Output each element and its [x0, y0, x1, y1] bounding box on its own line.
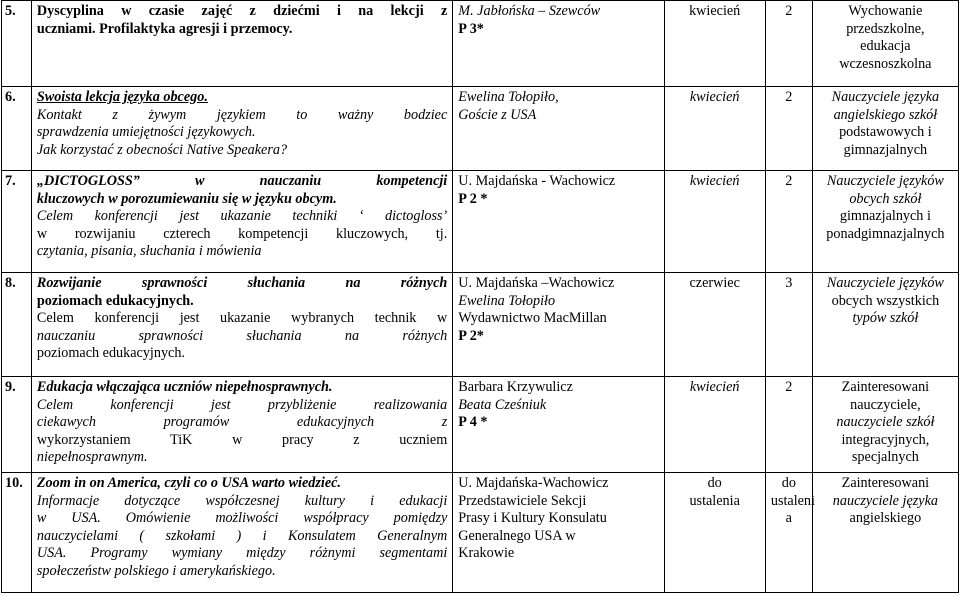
hours-cell: 2 [765, 377, 812, 473]
audience-line: Nauczyciele języka [831, 89, 940, 105]
conference-title: „DICTOGLOSS” w nauczaniu kompetencji [36, 173, 448, 189]
audience-line: nauczyciele szkół [836, 414, 935, 431]
conference-description: w USA. Omówienie możliwości współpracy pomiędzy [36, 510, 448, 527]
table-row [2, 273, 959, 377]
hours-cell: 2 [765, 1, 812, 87]
conference-title: Edukacja włączająca uczniów niepełnosprawnych. [36, 379, 333, 395]
hours-line: do [781, 475, 796, 491]
audience-line: Wychowanie [848, 3, 923, 19]
conference-description: USA. Programy wymiany między różnymi segmentami [36, 545, 448, 562]
row-number: 7. [2, 171, 32, 273]
audience-cell [812, 87, 958, 171]
conference-title: kluczowych w porozumiewaniu się w języku obcym. [36, 190, 337, 207]
venue-code: P 4 * [458, 414, 488, 431]
conference-description: ciekawych programów edukacyjnych z [36, 414, 448, 431]
conference-description: Celem konferencji jest przybliżenie realizowania [36, 396, 448, 413]
row-number: 5. [2, 1, 32, 87]
table-row [2, 87, 959, 171]
audience-cell [812, 473, 958, 593]
audience-line: gimnazjalnych i [839, 208, 931, 225]
audience-line: Zainteresowani [841, 379, 930, 395]
presenter: U. Majdańska - Wachowicz [458, 173, 616, 189]
presenter-cell [453, 171, 664, 273]
conference-description: Celem konferencji jest ukazanie wybranych technik w [36, 310, 448, 327]
presenter: Przedstawiciele Sekcji [458, 492, 587, 509]
row-number: 6. [2, 87, 32, 171]
audience-line: ponadgimnazjalnych [826, 225, 945, 242]
conference-description: nauczaniu sprawności słuchania na różnych [36, 327, 448, 344]
month-cell [664, 473, 765, 593]
conference-description: Jak korzystać z obecności Native Speakera? [36, 141, 288, 158]
presenter: U. Majdańska –Wachowicz [458, 275, 615, 291]
presenter: U. Majdańska-Wachowicz [458, 475, 609, 491]
presenter: Wydawnictwo MacMillan [458, 310, 607, 327]
presenter: M. Jabłońska – Szewców [458, 3, 601, 19]
venue-code: P 2* [458, 327, 484, 344]
audience-line: angielskiego szkół [833, 106, 938, 123]
venue-code: P 3* [458, 20, 484, 37]
conference-description: Informacje dotyczące współczesnej kultury i edukacji [36, 492, 448, 509]
audience-line: nauczyciele języka [832, 492, 938, 509]
presenter-cell [453, 473, 664, 593]
audience-cell [812, 171, 958, 273]
audience-line: podstawowych i [839, 124, 932, 141]
audience-line: przedszkolne, [846, 20, 925, 37]
conference-description: Celem konferencji jest ukazanie techniki ‘ dictogloss’ [36, 208, 448, 225]
audience-line: gimnazjalnych [843, 141, 928, 158]
presenter: Goście z USA [458, 106, 537, 123]
audience-line: edukacja [860, 38, 911, 55]
audience-cell [812, 377, 958, 473]
conference-description: nauczycielami ( szkołami ) i Konsulatem Generalnym [36, 527, 448, 544]
presenter: Generalnego USA w [458, 527, 576, 544]
conference-description: w rozwijaniu czterech kompetencji kluczowych, tj. [36, 225, 448, 242]
conference-description: Kontakt z żywym językiem to ważny bodziec [36, 106, 448, 123]
conference-description: poziomach edukacyjnych. [36, 345, 185, 362]
audience-line: wczesnoszkolna [839, 55, 932, 72]
audience-line: Nauczyciele języków [826, 173, 944, 189]
audience-cell [812, 273, 958, 377]
conference-title-cell [31, 377, 452, 473]
audience-line: angielskiego [849, 510, 922, 527]
table-row [2, 1, 959, 87]
row-number: 10. [2, 473, 32, 593]
audience-line: Nauczyciele języków [826, 275, 944, 291]
table-row [2, 377, 959, 473]
conference-title-cell [31, 273, 452, 377]
month-cell: kwiecień [664, 1, 765, 87]
presenter: Ewelina Tołopiło [458, 292, 556, 309]
audience-line: nauczyciele, [850, 396, 921, 413]
conference-schedule-table [1, 0, 959, 593]
month-line: do [707, 475, 722, 491]
hours-cell: 2 [765, 87, 812, 171]
audience-line: obcych szkół [849, 190, 922, 207]
row-number: 9. [2, 377, 32, 473]
table-row [2, 473, 959, 593]
conference-title: Rozwijanie sprawności słuchania na różnych [36, 275, 448, 291]
audience-line: specjalnych [851, 449, 919, 466]
hours-cell: 2 [765, 171, 812, 273]
conference-description: czytania, pisania, słuchania i mówienia [36, 243, 262, 260]
conference-description: sprawdzenia umiejętności językowych. [36, 124, 256, 141]
conference-title: poziomach edukacyjnych. [36, 292, 194, 309]
conference-description: społeczeństw polskiego i amerykańskiego. [36, 562, 276, 579]
hours-line: a [785, 510, 792, 527]
presenter: Barbara Krzywulicz [458, 379, 573, 395]
conference-title-cell [31, 1, 452, 87]
conference-title: Swoista lekcja języka obcego. [36, 89, 208, 105]
month-line: ustalenia [689, 492, 740, 509]
month-cell: czerwiec [664, 273, 765, 377]
presenter: Beata Cześniuk [458, 396, 547, 413]
audience-line: Zainteresowani [841, 475, 930, 491]
audience-line: integracyjnych, [841, 431, 930, 448]
audience-line: typów szkół [852, 310, 919, 327]
presenter-cell [453, 273, 664, 377]
conference-title-cell [31, 171, 452, 273]
row-number: 8. [2, 273, 32, 377]
conference-title-cell [31, 473, 452, 593]
conference-description: wykorzystaniem TiK w pracy z uczniem [36, 431, 448, 448]
audience-cell [812, 1, 958, 87]
conference-title: uczniami. Profilaktyka agresji i przemocy. [36, 20, 293, 37]
hours-cell [765, 473, 815, 593]
month-cell: kwiecień [664, 171, 765, 273]
presenter-cell [453, 87, 664, 171]
table-row [2, 171, 959, 273]
presenter-cell [453, 377, 664, 473]
presenter: Krakowie [458, 545, 515, 562]
month-cell: kwiecień [664, 377, 765, 473]
conference-title-cell [31, 87, 452, 171]
conference-title: Dyscyplina w czasie zajęć z dziećmi i na lekcji z [36, 3, 448, 19]
venue-code: P 2 * [458, 190, 488, 207]
presenter: Ewelina Tołopiło, [458, 89, 559, 105]
conference-title: Zoom in on America, czyli co o USA warto wiedzieć. [36, 475, 341, 491]
hours-line: ustaleni [770, 492, 815, 509]
audience-line: obcych wszystkich [831, 292, 940, 309]
hours-cell: 3 [765, 273, 812, 377]
conference-description: niepełnosprawnym. [36, 449, 148, 466]
presenter-cell [453, 1, 664, 87]
presenter: Prasy i Kultury Konsulatu [458, 510, 607, 527]
month-cell: kwiecień [664, 87, 765, 171]
